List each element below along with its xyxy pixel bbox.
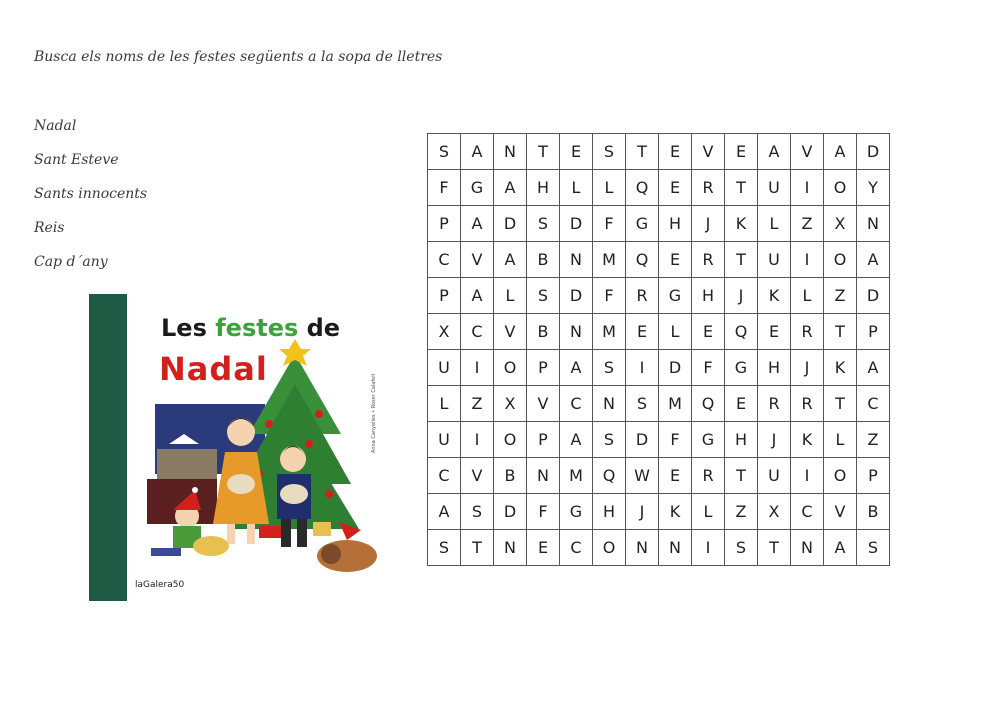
grid-cell: K <box>725 206 758 242</box>
grid-cell: G <box>461 170 494 206</box>
book-title-line1 <box>161 314 340 342</box>
grid-cell: N <box>659 530 692 566</box>
book-title-de: de <box>306 314 341 342</box>
grid-cell: G <box>560 494 593 530</box>
grid-cell: E <box>659 170 692 206</box>
grid-cell: E <box>626 314 659 350</box>
grid-row <box>428 170 890 206</box>
grid-cell: K <box>791 422 824 458</box>
grid-cell: C <box>857 386 890 422</box>
grid-cell: T <box>725 170 758 206</box>
grid-cell: H <box>725 422 758 458</box>
grid-cell: R <box>758 386 791 422</box>
grid-cell: U <box>428 422 461 458</box>
grid-cell: Z <box>725 494 758 530</box>
grid-cell: J <box>692 206 725 242</box>
grid-cell: R <box>692 458 725 494</box>
grid-cell: E <box>659 134 692 170</box>
word-item: Nadal <box>34 118 77 134</box>
grid-cell: L <box>428 386 461 422</box>
grid-cell: Z <box>857 422 890 458</box>
grid-cell: Q <box>593 458 626 494</box>
grid-cell: Q <box>626 170 659 206</box>
grid-cell: A <box>560 422 593 458</box>
word-item: Sant Esteve <box>34 152 119 168</box>
grid-cell: M <box>593 242 626 278</box>
grid-cell: G <box>725 350 758 386</box>
grid-cell: S <box>428 134 461 170</box>
word-list <box>34 116 147 286</box>
grid-cell: I <box>626 350 659 386</box>
grid-cell: S <box>593 422 626 458</box>
grid-cell: P <box>428 278 461 314</box>
grid-row <box>428 530 890 566</box>
grid-cell: C <box>791 494 824 530</box>
grid-cell: K <box>824 350 857 386</box>
grid-cell: L <box>758 206 791 242</box>
grid-cell: B <box>857 494 890 530</box>
grid-cell: H <box>758 350 791 386</box>
grid-cell: L <box>692 494 725 530</box>
grid-cell: P <box>857 458 890 494</box>
book-title-les: Les <box>161 314 207 342</box>
grid-cell: O <box>494 350 527 386</box>
grid-cell: H <box>659 206 692 242</box>
grid-cell: A <box>857 242 890 278</box>
grid-cell: O <box>593 530 626 566</box>
book-cover <box>89 294 386 601</box>
grid-cell: V <box>461 242 494 278</box>
grid-cell: E <box>692 314 725 350</box>
grid-cell: S <box>428 530 461 566</box>
grid-cell: B <box>527 314 560 350</box>
grid-cell: T <box>758 530 791 566</box>
grid-cell: P <box>857 314 890 350</box>
grid-cell: L <box>659 314 692 350</box>
grid-cell: Y <box>857 170 890 206</box>
grid-cell: R <box>692 170 725 206</box>
grid-cell: V <box>461 458 494 494</box>
grid-cell: Q <box>725 314 758 350</box>
grid-cell: D <box>857 134 890 170</box>
grid-cell: E <box>725 134 758 170</box>
grid-cell: U <box>758 242 791 278</box>
grid-cell: A <box>758 134 791 170</box>
grid-cell: N <box>857 206 890 242</box>
book-authors: Anna Canyelles • Roser Calafell <box>371 374 377 454</box>
grid-cell: R <box>692 242 725 278</box>
grid-cell: K <box>758 278 791 314</box>
grid-cell: L <box>593 170 626 206</box>
grid-cell: U <box>428 350 461 386</box>
grid-cell: A <box>494 242 527 278</box>
grid-cell: S <box>593 134 626 170</box>
grid-cell: F <box>593 278 626 314</box>
grid-cell: X <box>494 386 527 422</box>
grid-cell: S <box>527 206 560 242</box>
grid-cell: S <box>626 386 659 422</box>
grid-cell: P <box>527 350 560 386</box>
grid-cell: H <box>692 278 725 314</box>
grid-cell: D <box>494 494 527 530</box>
grid-cell: D <box>560 206 593 242</box>
grid-cell: F <box>659 422 692 458</box>
grid-cell: T <box>527 134 560 170</box>
grid-cell: W <box>626 458 659 494</box>
grid-cell: F <box>692 350 725 386</box>
grid-cell: N <box>560 242 593 278</box>
grid-row <box>428 206 890 242</box>
grid-cell: F <box>593 206 626 242</box>
grid-cell: N <box>494 530 527 566</box>
grid-cell: V <box>527 386 560 422</box>
grid-cell: R <box>791 386 824 422</box>
grid-cell: A <box>857 350 890 386</box>
grid-cell: I <box>791 170 824 206</box>
grid-cell: Z <box>824 278 857 314</box>
word-item: Reis <box>34 220 65 236</box>
grid-row <box>428 458 890 494</box>
grid-cell: U <box>758 170 791 206</box>
word-item: Sants innocents <box>34 186 148 202</box>
grid-row <box>428 386 890 422</box>
grid-cell: G <box>692 422 725 458</box>
grid-row <box>428 350 890 386</box>
grid-cell: N <box>527 458 560 494</box>
grid-cell: T <box>626 134 659 170</box>
grid-cell: C <box>560 530 593 566</box>
grid-cell: A <box>461 206 494 242</box>
instruction-text: Busca els noms de les festes següents a la sopa de lletres <box>34 49 443 65</box>
grid-cell: A <box>560 350 593 386</box>
grid-cell: O <box>824 242 857 278</box>
grid-cell: M <box>560 458 593 494</box>
grid-row <box>428 278 890 314</box>
book-title-festes: festes <box>215 314 299 342</box>
grid-cell: V <box>692 134 725 170</box>
grid-row <box>428 242 890 278</box>
grid-cell: N <box>626 530 659 566</box>
grid-cell: E <box>560 134 593 170</box>
grid-row <box>428 494 890 530</box>
grid-cell: O <box>824 458 857 494</box>
grid-cell: G <box>626 206 659 242</box>
grid-cell: S <box>461 494 494 530</box>
grid-cell: Q <box>692 386 725 422</box>
grid-cell: O <box>494 422 527 458</box>
grid-cell: H <box>593 494 626 530</box>
grid-cell: C <box>428 458 461 494</box>
grid-cell: C <box>560 386 593 422</box>
grid-cell: R <box>791 314 824 350</box>
grid-cell: E <box>659 242 692 278</box>
grid-cell: T <box>461 530 494 566</box>
grid-cell: D <box>494 206 527 242</box>
grid-cell: J <box>758 422 791 458</box>
grid-cell: E <box>659 458 692 494</box>
grid-cell: J <box>725 278 758 314</box>
grid-cell: J <box>791 350 824 386</box>
grid-cell: U <box>758 458 791 494</box>
grid-cell: L <box>560 170 593 206</box>
grid-cell: K <box>659 494 692 530</box>
grid-cell: I <box>692 530 725 566</box>
grid-cell: Z <box>461 386 494 422</box>
grid-cell: A <box>494 170 527 206</box>
grid-cell: I <box>791 242 824 278</box>
grid-cell: T <box>725 242 758 278</box>
grid-cell: T <box>725 458 758 494</box>
grid-cell: P <box>428 206 461 242</box>
grid-cell: D <box>857 278 890 314</box>
grid-cell: A <box>824 134 857 170</box>
grid-cell: Z <box>791 206 824 242</box>
grid-cell: S <box>593 350 626 386</box>
grid-cell: I <box>791 458 824 494</box>
grid-cell: L <box>824 422 857 458</box>
grid-cell: D <box>560 278 593 314</box>
word-item: Cap d´any <box>34 254 108 270</box>
grid-cell: S <box>725 530 758 566</box>
grid-cell: H <box>527 170 560 206</box>
publisher-logo: laGalera50 <box>135 580 185 590</box>
grid-cell: B <box>494 458 527 494</box>
grid-row <box>428 134 890 170</box>
grid-cell: P <box>527 422 560 458</box>
grid-cell: V <box>791 134 824 170</box>
grid-cell: S <box>527 278 560 314</box>
grid-cell: F <box>428 170 461 206</box>
grid-cell: M <box>659 386 692 422</box>
grid-cell: X <box>824 206 857 242</box>
grid-cell: E <box>527 530 560 566</box>
grid-cell: F <box>527 494 560 530</box>
grid-cell: N <box>593 386 626 422</box>
grid-cell: B <box>527 242 560 278</box>
grid-cell: D <box>626 422 659 458</box>
grid-cell: X <box>758 494 791 530</box>
grid-cell: S <box>857 530 890 566</box>
grid-cell: E <box>725 386 758 422</box>
grid-cell: T <box>824 314 857 350</box>
book-title-nadal: Nadal <box>159 350 268 388</box>
grid-cell: T <box>824 386 857 422</box>
grid-cell: I <box>461 350 494 386</box>
grid-cell: V <box>824 494 857 530</box>
grid-cell: L <box>494 278 527 314</box>
grid-cell: D <box>659 350 692 386</box>
grid-cell: X <box>428 314 461 350</box>
grid-row <box>428 422 890 458</box>
grid-cell: C <box>428 242 461 278</box>
grid-row <box>428 314 890 350</box>
grid-cell: I <box>461 422 494 458</box>
grid-cell: N <box>560 314 593 350</box>
grid-cell: O <box>824 170 857 206</box>
grid-cell: C <box>461 314 494 350</box>
grid-cell: R <box>626 278 659 314</box>
grid-cell: J <box>626 494 659 530</box>
grid-cell: M <box>593 314 626 350</box>
grid-cell: A <box>461 134 494 170</box>
grid-cell: A <box>824 530 857 566</box>
word-search-grid <box>427 133 890 566</box>
grid-cell: N <box>494 134 527 170</box>
grid-cell: A <box>461 278 494 314</box>
grid-cell: V <box>494 314 527 350</box>
grid-cell: G <box>659 278 692 314</box>
grid-cell: N <box>791 530 824 566</box>
grid-cell: E <box>758 314 791 350</box>
grid-cell: L <box>791 278 824 314</box>
grid-cell: Q <box>626 242 659 278</box>
grid-cell: A <box>428 494 461 530</box>
